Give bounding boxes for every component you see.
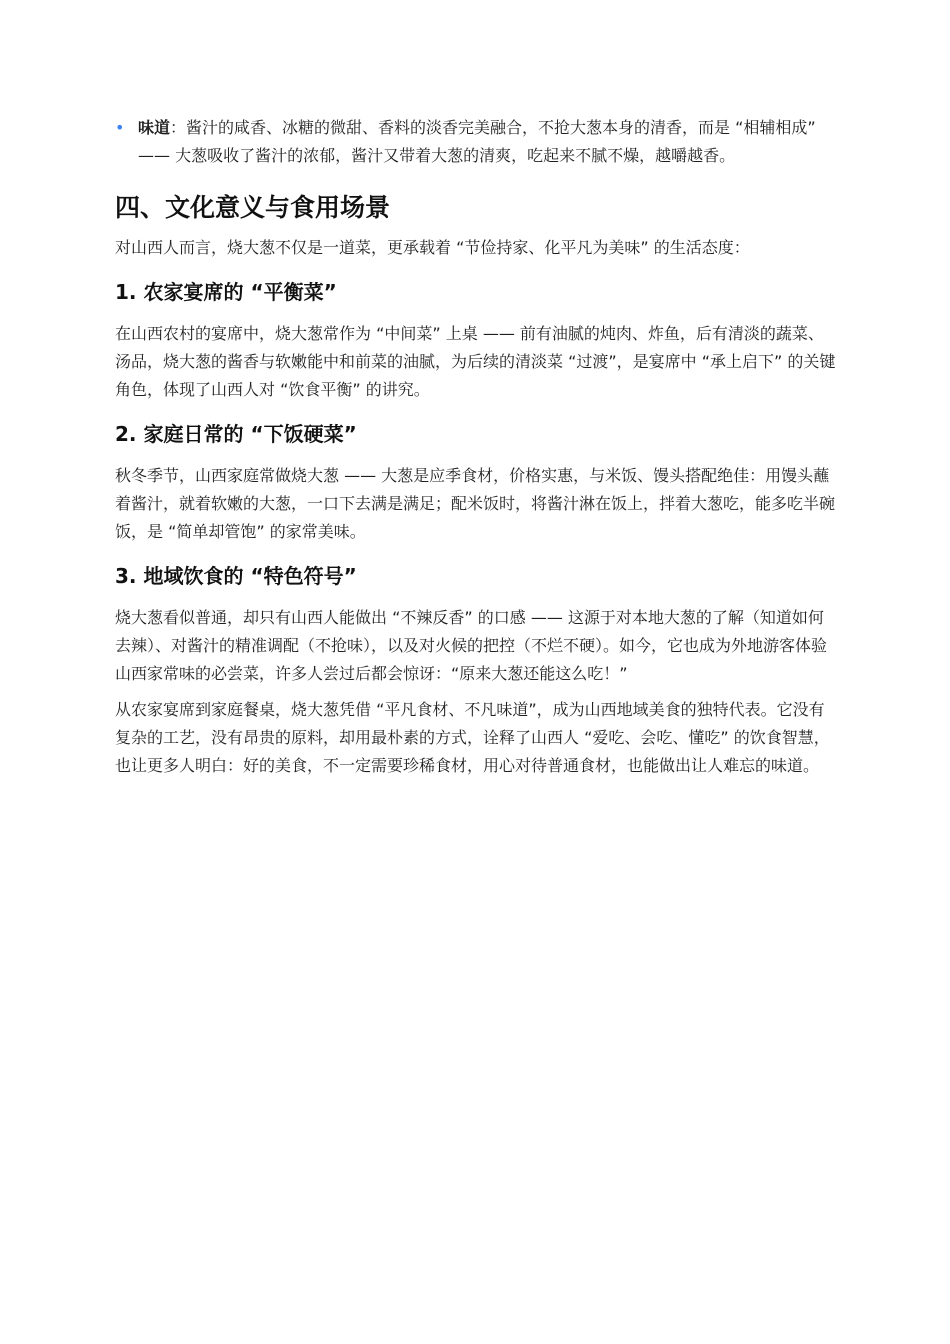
bullet-separator: ： xyxy=(170,118,187,137)
section-intro: 对山西人而言，烧大葱不仅是一道菜，更承载着 “节俭持家、化平凡为美味” 的生活态度： xyxy=(115,238,750,257)
document-content xyxy=(115,114,837,794)
subsection-title-3: 3. 地域饮食的 “特色符号” xyxy=(115,564,357,588)
subsection-body-1: 在山西农村的宴席中，烧大葱常作为 “中间菜” 上桌 —— 前有油腻的炖肉、炸鱼，后有清淡的蔬菜、汤品，烧大葱的酱香与软嫩能中和前菜的油腻，为后续的清淡菜 “过渡”，是宴席中 “承上启下” 的关键角色，体现了山西人对 “饮食平衡” 的讲究。 xyxy=(115,324,836,399)
bullet-text: 酱汁的咸香、冰糖的微甜、香料的淡香完美融合，不抢大葱本身的清香，而是 “相辅相成” —— 大葱吸收了酱汁的浓郁，酱汁又带着大葱的清爽，吃起来不腻不燥，越嚼越香。 xyxy=(138,118,816,165)
section-title: 四、文化意义与食用场景 xyxy=(115,193,391,222)
subsection-body-3: 烧大葱看似普通，却只有山西人能做出 “不辣反香” 的口感 —— 这源于对本地大葱的了解（知道如何去辣）、对酱汁的精准调配（不抢味），以及对火候的把控（不烂不硬）。如今，它也成为外地游客体验山西家常味的必尝菜，许多人尝过后都会惊讶：“原来大葱还能这么吃！” xyxy=(115,608,828,683)
subsection-body-2: 秋冬季节，山西家庭常做烧大葱 —— 大葱是应季食材，价格实惠，与米饭、馒头搭配绝佳：用馒头蘸着酱汁，就着软嫩的大葱，一口下去满是满足；配米饭时，将酱汁淋在饭上，拌着大葱吃，能多吃半碗饭，是 “简单却管饱” 的家常美味。 xyxy=(115,466,836,541)
bullet-term: 味道 xyxy=(138,118,171,137)
bullet-item-taste xyxy=(115,114,837,170)
conclusion-paragraph: 从农家宴席到家庭餐桌，烧大葱凭借 “平凡食材、不凡味道”，成为山西地域美食的独特代表。它没有复杂的工艺，没有昂贵的原料，却用最朴素的方式，诠释了山西人 “爱吃、会吃、懂吃” 的饮食智慧，也让更多人明白：好的美食，不一定需要珍稀食材，用心对待普通食材，也能做出让人难忘的味道。 xyxy=(115,700,830,775)
subsection-title-2: 2. 家庭日常的 “下饭硬菜” xyxy=(115,422,357,446)
bullet-dot-icon: • xyxy=(115,118,125,137)
subsection-title-1: 1. 农家宴席的 “平衡菜” xyxy=(115,280,337,304)
